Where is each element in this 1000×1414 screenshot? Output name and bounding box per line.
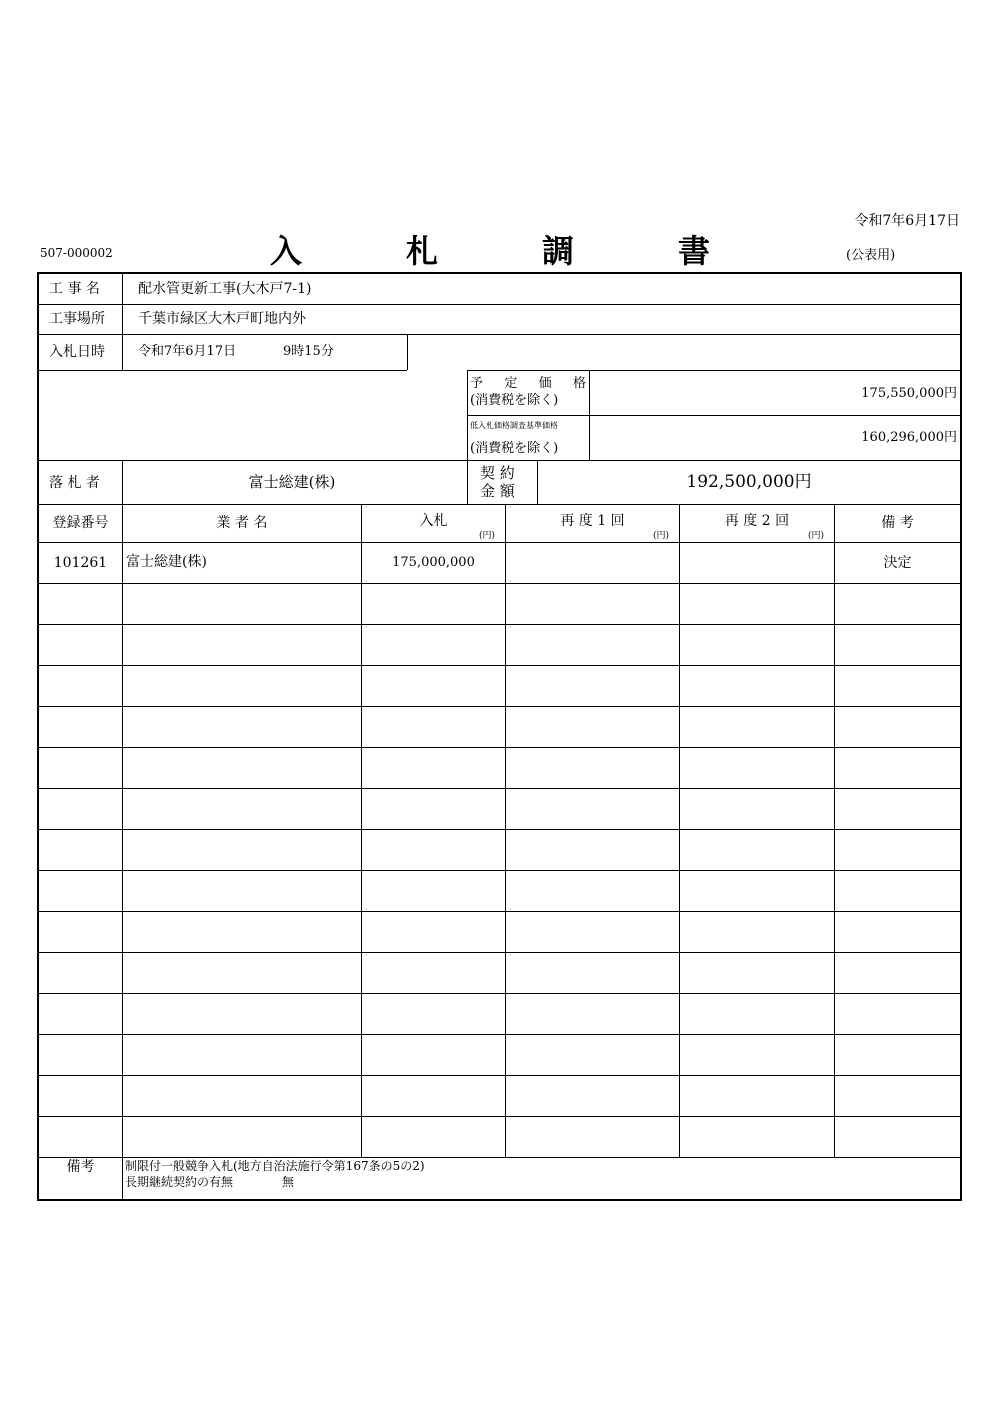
planned-price-tax-note: (消費税を除く): [470, 393, 559, 408]
contract-amount-label-2: 金 額: [480, 482, 515, 500]
row-divider: [39, 1034, 960, 1035]
row-divider: [39, 829, 960, 830]
winner-value: 富士総建(株): [248, 473, 336, 491]
row-divider: [39, 334, 960, 335]
header-rebid-1: 再 度 1 回: [560, 513, 625, 529]
row-divider: [39, 370, 407, 371]
yen-unit: (円): [653, 531, 670, 541]
yen-unit: (円): [479, 531, 496, 541]
row-divider: [39, 788, 960, 789]
col-divider: [589, 370, 590, 460]
col-divider: [122, 504, 123, 1157]
public-use-label: (公表用): [846, 248, 896, 263]
row-divider: [39, 993, 960, 994]
bid-time-value: 9時15分: [283, 344, 334, 359]
location-value: 千葉市緑区大木戸町地内外: [138, 311, 306, 327]
row-divider: [39, 665, 960, 666]
row-divider: [39, 460, 960, 461]
row-divider: [39, 870, 960, 871]
row-remarks: 決定: [883, 555, 912, 571]
document-number: 507-000002: [40, 246, 113, 260]
footer-remarks-label: 備考: [66, 1159, 95, 1175]
bid-datetime-label: 入札日時: [49, 344, 105, 360]
row-divider: [39, 706, 960, 707]
header-company: 業 者 名: [216, 515, 268, 531]
header-rebid-2: 再 度 2 回: [724, 513, 790, 529]
row-company: 富士総建(株): [126, 554, 207, 570]
header-reg-no: 登録番号: [52, 515, 109, 531]
row-divider: [39, 624, 960, 625]
title-char: 調: [541, 232, 574, 270]
bid-record-form: [37, 272, 962, 1201]
row-divider: [39, 304, 960, 305]
low-price-value: 160,296,000円: [861, 430, 957, 445]
title-char: 札: [405, 232, 438, 270]
document-date: 令和7年6月17日: [854, 213, 960, 229]
row-reg-no: 101261: [53, 555, 108, 571]
row-divider: [467, 415, 960, 416]
header-remarks: 備 考: [881, 515, 914, 531]
row-divider: [39, 1157, 960, 1158]
yen-unit: (円): [808, 531, 825, 541]
title-char: 書: [677, 232, 710, 270]
location-label: 工事場所: [49, 311, 105, 327]
project-name-value: 配水管更新工事(大木戸7-1): [138, 281, 312, 297]
low-price-label: 低入札価格調査基準価格: [470, 421, 558, 430]
contract-amount-value: 192,500,000円: [686, 472, 812, 492]
col-divider: [122, 274, 123, 370]
col-divider: [361, 504, 362, 1157]
row-divider: [39, 542, 960, 543]
bid-date-value: 令和7年6月17日: [138, 344, 237, 359]
col-divider: [407, 334, 408, 370]
row-divider: [39, 583, 960, 584]
row-divider: [39, 911, 960, 912]
col-divider: [467, 370, 468, 504]
planned-price-value: 175,550,000円: [861, 386, 957, 401]
col-divider: [679, 504, 680, 1157]
project-name-label: 工 事 名: [49, 281, 100, 297]
col-divider: [122, 1157, 123, 1199]
footer-remarks-line-2-label: 長期継続契約の有無: [125, 1175, 234, 1189]
winner-label: 落 札 者: [49, 475, 100, 491]
col-divider: [834, 504, 835, 1157]
row-divider: [39, 504, 960, 505]
header-bid: 入札: [419, 513, 448, 529]
planned-price-label: 予 定 価 格: [470, 376, 586, 391]
title-char: 入: [270, 232, 303, 270]
row-divider: [39, 747, 960, 748]
footer-remarks-line-1: 制限付一般競争入札(地方自治法施行令第167条の5の2): [125, 1159, 425, 1173]
row-bid: 175,000,000: [392, 555, 475, 570]
row-divider: [467, 370, 960, 371]
contract-amount-label-1: 契 約: [480, 464, 515, 482]
row-divider: [39, 1116, 960, 1117]
col-divider: [505, 504, 506, 1157]
low-price-tax-note: (消費税を除く): [470, 441, 559, 456]
row-divider: [39, 952, 960, 953]
footer-remarks-line-2-value: 無: [282, 1175, 295, 1189]
row-divider: [39, 1075, 960, 1076]
document-title: [270, 226, 710, 272]
